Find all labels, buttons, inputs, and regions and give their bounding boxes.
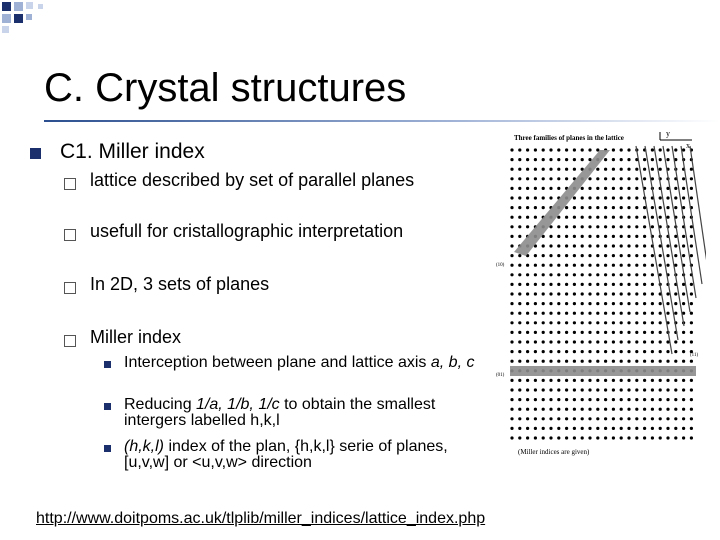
checkbox-bullet-icon <box>64 178 76 190</box>
square-bullet-icon <box>104 361 111 368</box>
title-underline <box>44 120 720 122</box>
bullet-cristallographic: usefull for cristallographic interpretation <box>90 221 404 241</box>
plane-label-left: (10) <box>496 263 505 268</box>
plane-label-right: (11) <box>690 353 699 358</box>
steep-plane-lines <box>636 146 706 354</box>
axis-indicator <box>660 129 692 150</box>
plane-band-horizontal <box>510 366 696 376</box>
square-bullet-icon <box>30 148 41 159</box>
figure-caption-top: Three families of planes in the lattice <box>514 134 624 142</box>
section-heading: C1. Miller index <box>60 140 205 163</box>
plane-label-bottom: (01) <box>496 373 505 378</box>
lattice-planes-figure <box>496 124 706 464</box>
bullet-2d-planes: In 2D, 3 sets of planes <box>90 274 270 294</box>
figure-caption-bottom: (Miller indices are given) <box>518 448 590 456</box>
source-link[interactable]: http://www.doitpoms.ac.uk/tlplib/miller_indices/lattice_index.php <box>36 510 486 527</box>
subbullet-reducing: Reducing 1/a, 1/b, 1/c to obtain the smallest intergers labelled h,k,l <box>124 396 436 429</box>
axis-y-label: y <box>666 129 670 138</box>
axis-x-label: x <box>686 141 690 150</box>
subbullet-interception: Interception between plane and lattice axis a, b, c <box>124 354 475 371</box>
checkbox-bullet-icon <box>64 335 76 347</box>
corner-decoration <box>0 0 60 40</box>
lattice-points <box>510 148 693 439</box>
checkbox-bullet-icon <box>64 229 76 241</box>
bullet-lattice: lattice described by set of parallel planes <box>90 170 415 190</box>
plane-band-diagonal <box>514 150 610 256</box>
checkbox-bullet-icon <box>64 282 76 294</box>
bullet-miller-index: Miller index <box>90 327 182 347</box>
page-title: C. Crystal structures <box>44 66 407 110</box>
subbullet-hkl: (h,k,l) index of the plan, {h,k,l} serie of planes, [u,v,w] or <u,v,w> direction <box>124 438 448 471</box>
square-bullet-icon <box>104 403 111 410</box>
square-bullet-icon <box>104 445 111 452</box>
